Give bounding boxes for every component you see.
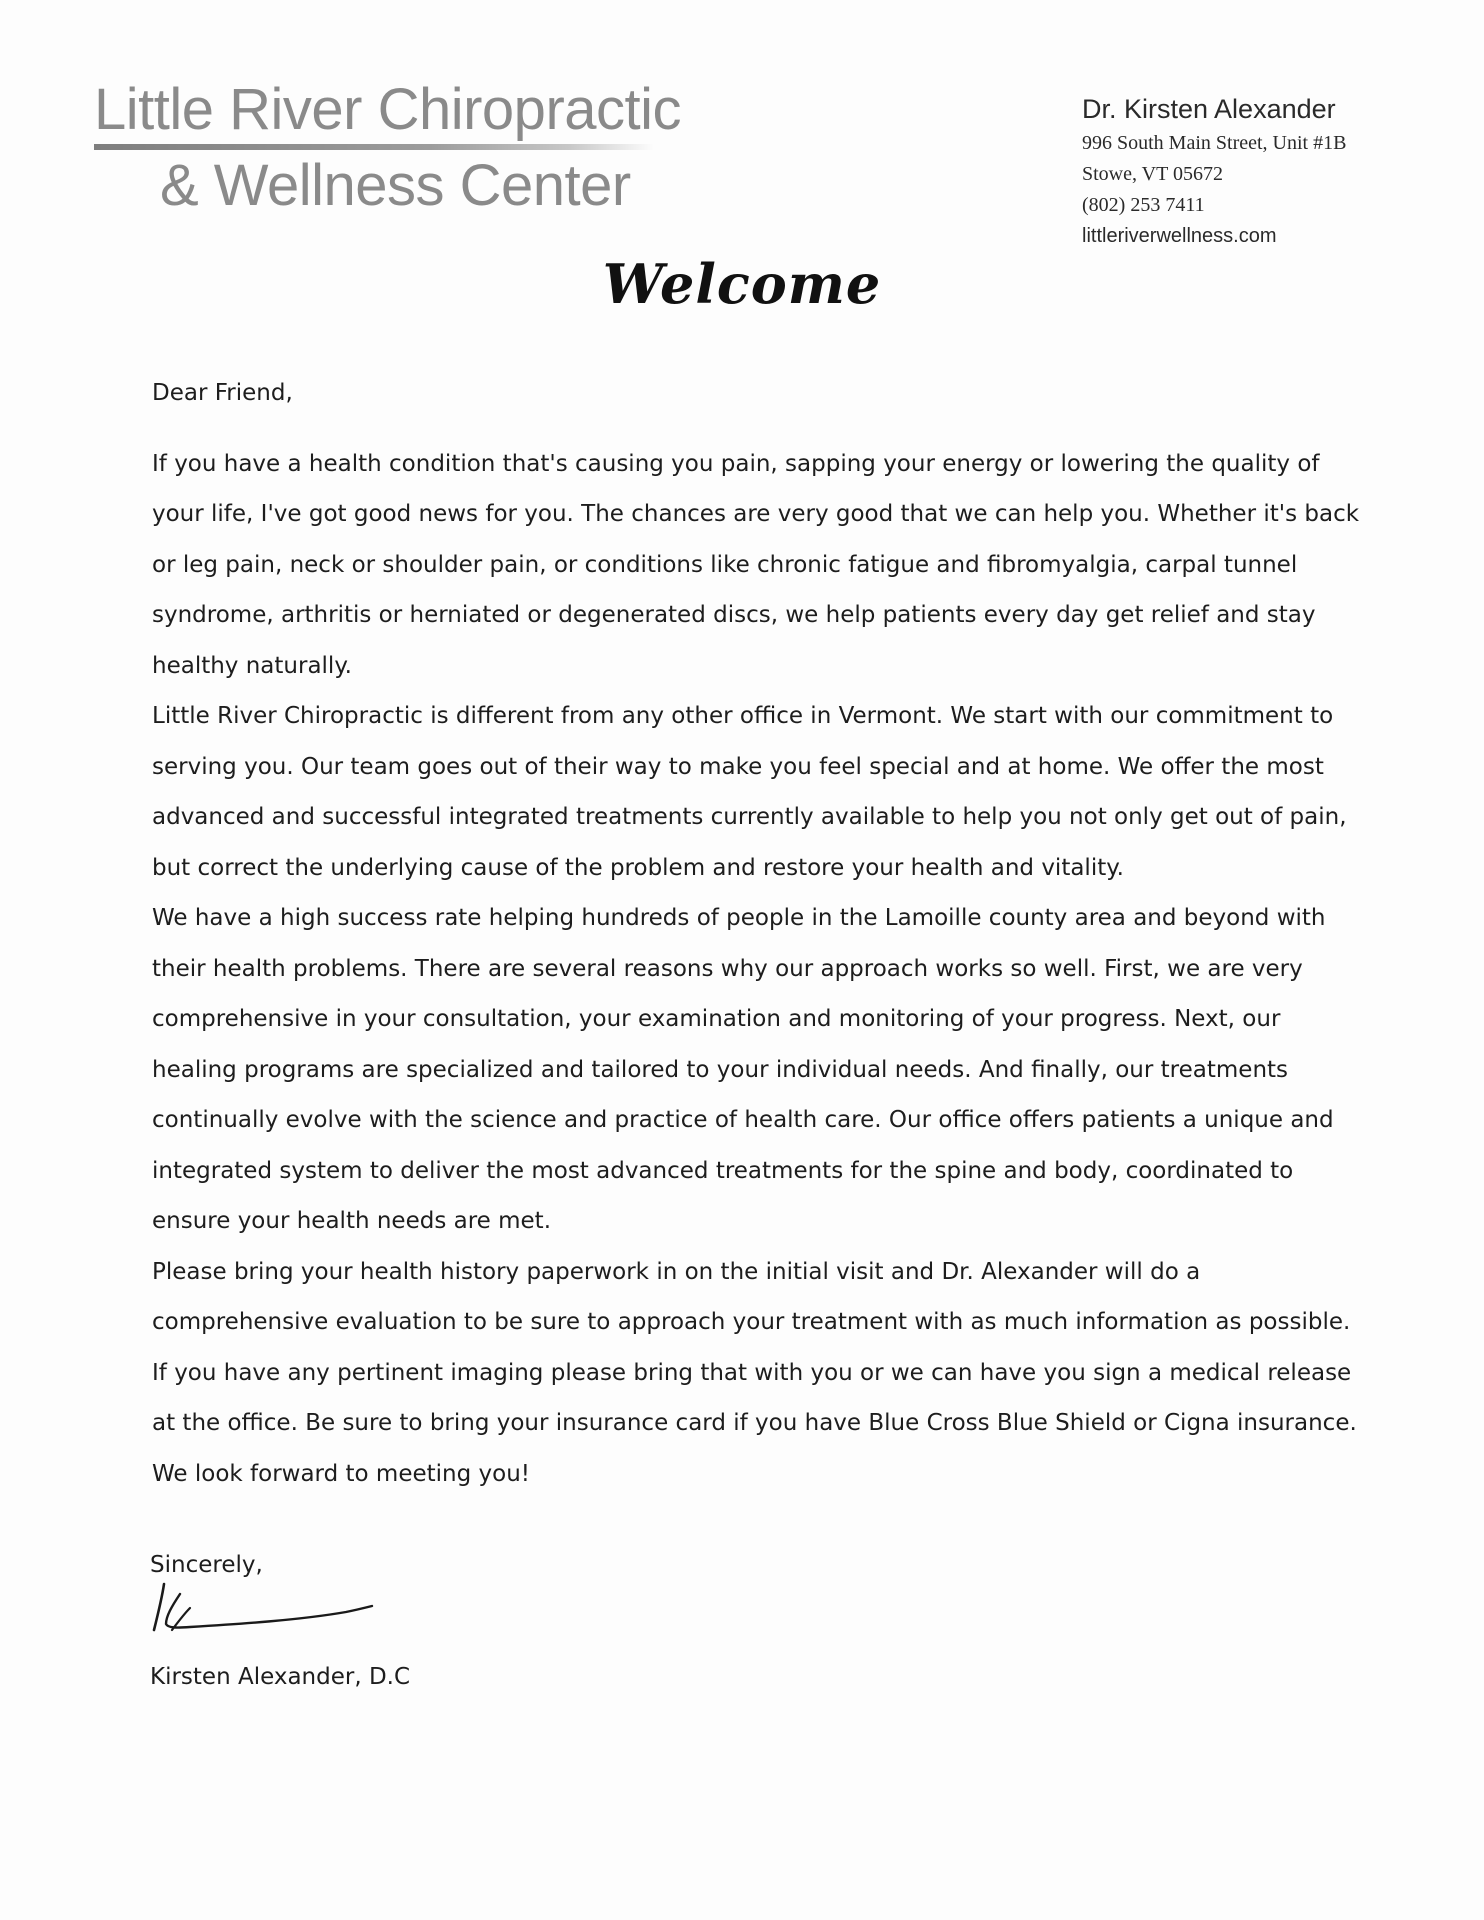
- street-address: 996 South Main Street, Unit #1B: [1082, 132, 1347, 154]
- phone-number: (802) 253 7411: [1082, 194, 1205, 216]
- logo-divider: [94, 144, 654, 150]
- clinic-logo: [94, 78, 734, 218]
- paragraph-difference: Little River Chiropractic is different from any other office in Vermont. We start with our commitment to serving you. Our team goes out of their way to make you feel special and at home. We offer the most advanced and successful integrated treatments currently available to help you not only get out of pain, but correct the underlying cause of the problem and restore your health and vitality.: [152, 703, 1347, 881]
- salutation: Dear Friend,: [152, 380, 293, 406]
- logo-line-2: & Wellness Center: [160, 153, 631, 218]
- website: littleriverwellness.com: [1082, 225, 1277, 247]
- contact-block: [1082, 92, 1462, 252]
- welcome-heading: Welcome: [602, 252, 882, 316]
- paragraph-intro: If you have a health condition that's causing you pain, sapping your energy or lowering the quality of your life, I've got good news for you. The chances are very good that we can help you. Whether it's back or leg pain, neck or shoulder pain, or conditions like chronic fatigue and fibromyalgia, carpal tunnel syndrome, arthritis or herniated or degenerated discs, we help patients every day get relief and stay healthy naturally.: [152, 450, 1360, 679]
- paragraph-success: We have a high success rate helping hundreds of people in the Lamoille county area and beyond with their health problems. There are several reasons why our approach works so well. First, we are very comprehensive in your consultation, your examination and monitoring of your progress. Next, our healing programs are specialized and tailored to your individual needs. And finally, our treatments continually evolve with the science and practice of health care. Our office offers patients a unique and integrated system to deliver the most advanced treatments for the spine and body, coordinated to ensure your health needs are met.: [152, 905, 1334, 1234]
- city-state-zip: Stowe, VT 05672: [1082, 163, 1223, 185]
- closing-block: [150, 1550, 750, 1692]
- signature: [150, 1580, 410, 1650]
- closing-line: Sincerely,: [150, 1552, 263, 1578]
- paragraph-first-visit: Please bring your health history paperwork in on the initial visit and Dr. Alexander will do a comprehensive evaluation to be sure to approach your treatment with as much information as possible. If you have any pertinent imaging please bring that with you or we can have you sign a medical release at the office. Be sure to bring your insurance card if you have Blue Cross Blue Shield or Cigna insurance. We look forward to meeting you!: [152, 1258, 1357, 1487]
- letter-body: [152, 368, 1364, 1499]
- signer-name: Kirsten Alexander, D.C: [150, 1664, 411, 1690]
- doctor-name: Dr. Kirsten Alexander: [1082, 94, 1336, 124]
- logo-line-1: Little River Chiropractic: [94, 77, 682, 142]
